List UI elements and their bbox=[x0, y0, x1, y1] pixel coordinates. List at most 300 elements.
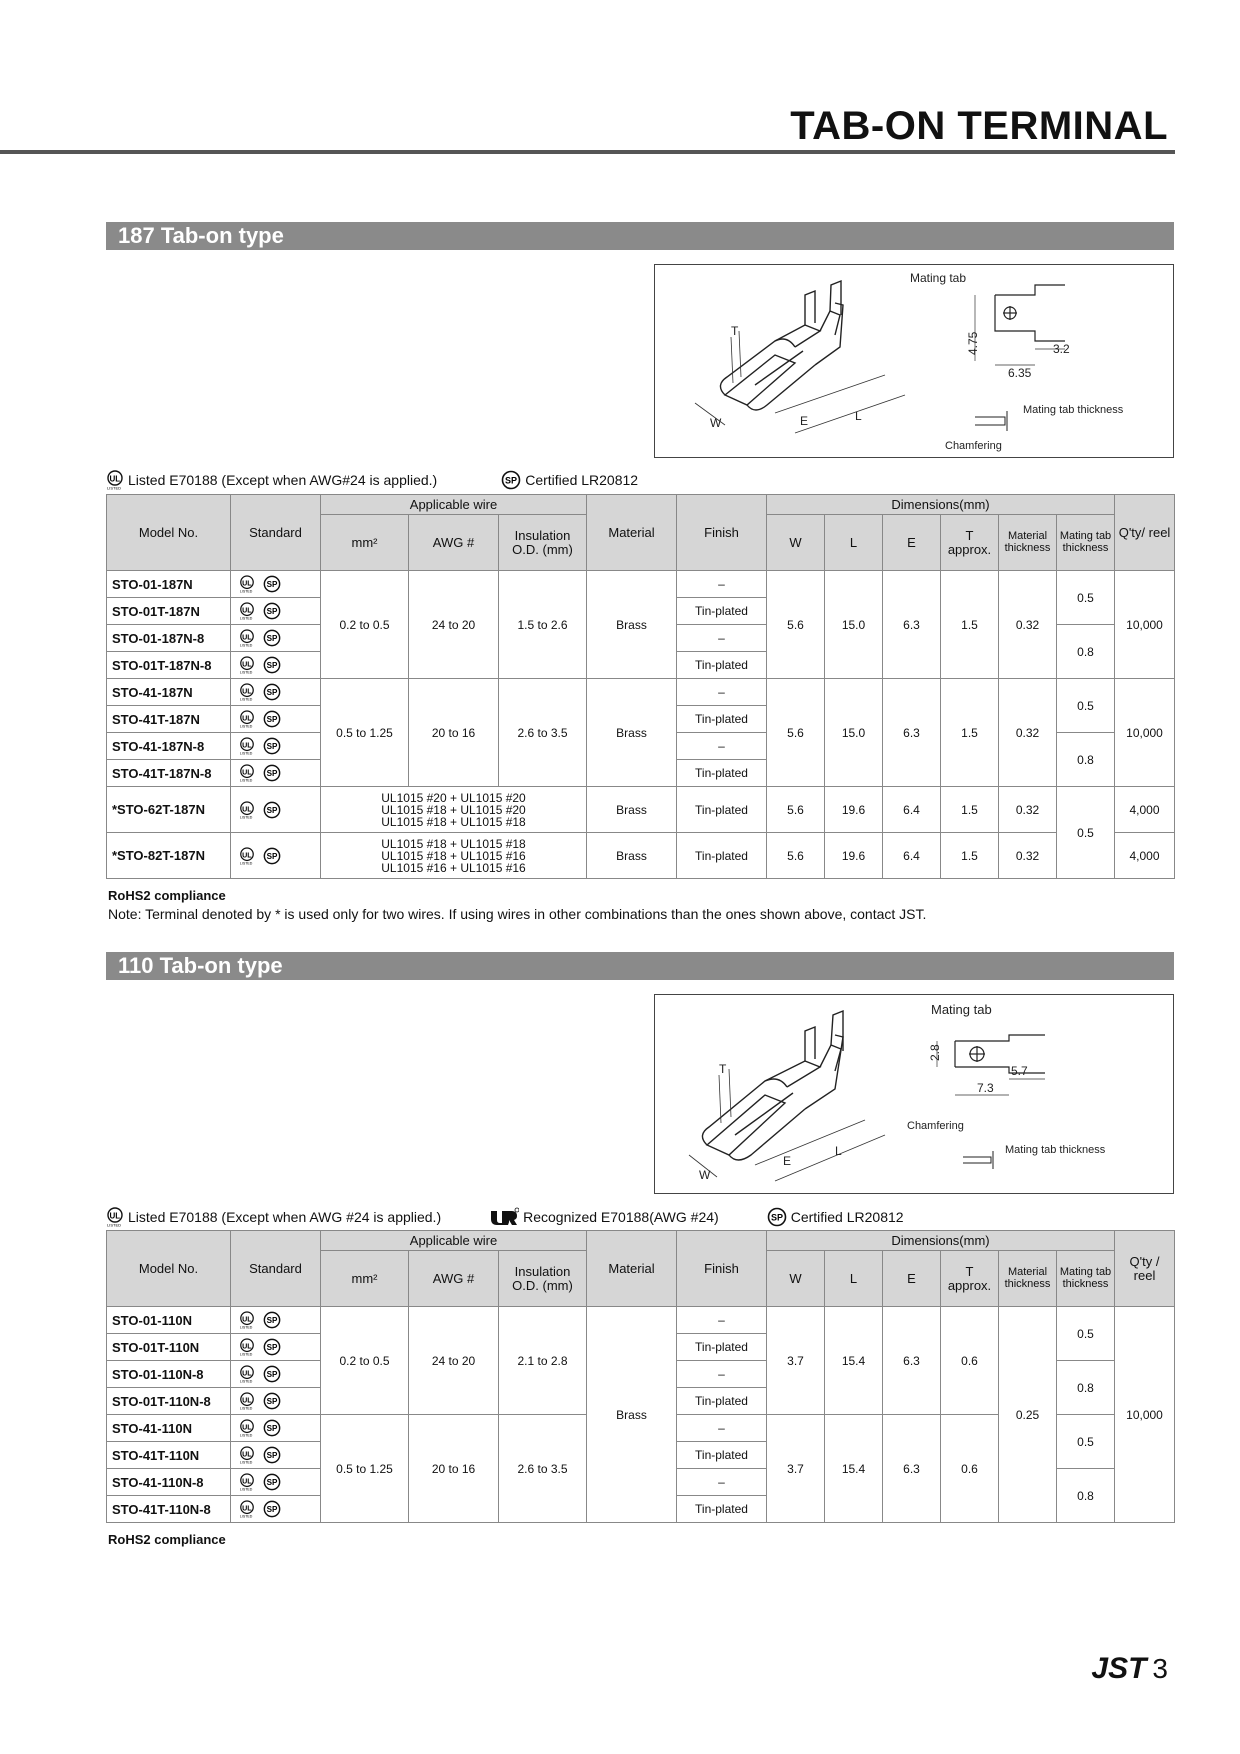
figure-187 bbox=[654, 264, 1174, 458]
mm2-value: 0.2 to 0.5 bbox=[321, 1307, 409, 1415]
finish-value: Tin-plated bbox=[677, 598, 767, 625]
svg-text:LISTED: LISTED bbox=[239, 616, 253, 620]
cert-text: Certified LR20812 bbox=[790, 1209, 904, 1225]
svg-text:LISTED: LISTED bbox=[239, 1460, 253, 1464]
header-insulation: Insulation O.D. (mm) bbox=[499, 515, 587, 571]
model-no: STO-01T-187N bbox=[107, 598, 231, 625]
model-no: STO-41-110N bbox=[107, 1415, 231, 1442]
header-finish: Finish bbox=[677, 1231, 767, 1307]
wire-combo: UL1015 #16 + UL1015 #16 bbox=[381, 860, 526, 875]
mm2-value: 0.5 to 1.25 bbox=[321, 1415, 409, 1523]
svg-text:SP: SP bbox=[266, 1451, 278, 1461]
model-no: *STO-62T-187N bbox=[107, 787, 231, 833]
finish-value: Tin-plated bbox=[677, 1496, 767, 1523]
material-thickness-value: 0.32 bbox=[999, 571, 1057, 679]
mm2-value: 0.2 to 0.5 bbox=[321, 571, 409, 679]
qty-value: 10,000 bbox=[1115, 1307, 1175, 1523]
model-no: STO-01-110N-8 bbox=[107, 1361, 231, 1388]
standard-marks bbox=[231, 833, 321, 879]
wire-combinations bbox=[321, 833, 587, 879]
csa-icon bbox=[263, 656, 281, 674]
svg-text:LISTED: LISTED bbox=[239, 589, 253, 593]
svg-text:UL: UL bbox=[242, 768, 252, 777]
insulation-value: 2.6 to 3.5 bbox=[499, 679, 587, 787]
qty-value: 10,000 bbox=[1115, 679, 1175, 787]
material-thickness-value: 0.32 bbox=[999, 833, 1057, 879]
mating-tab-thickness-value: 0.5 bbox=[1057, 571, 1115, 625]
csa-icon bbox=[263, 1473, 281, 1491]
material-thickness-value: 0.32 bbox=[999, 679, 1057, 787]
note-text: Note: Terminal denoted by * is used only for two wires. If using wires in other combinations than the ones shown above, contact JST. bbox=[108, 906, 927, 922]
cert-text: Listed E70188 (Except when AWG #24 is applied.) bbox=[128, 1209, 442, 1225]
rohs-compliance: RoHS2 compliance bbox=[108, 1532, 226, 1547]
header-mating-tab-thickness: Mating tab thickness bbox=[1057, 515, 1115, 571]
standard-marks bbox=[231, 1307, 321, 1334]
svg-text:SP: SP bbox=[266, 851, 278, 861]
e-value: 6.3 bbox=[883, 571, 941, 679]
standard-marks bbox=[231, 571, 321, 598]
ul-listed-icon bbox=[239, 1311, 255, 1329]
dim-label-L: L bbox=[835, 1144, 842, 1158]
csa-icon bbox=[263, 629, 281, 647]
svg-text:UL: UL bbox=[109, 474, 121, 484]
mating-tab-thickness-value: 0.8 bbox=[1057, 1469, 1115, 1523]
t-value: 1.5 bbox=[941, 679, 999, 787]
w-value: 3.7 bbox=[767, 1307, 825, 1415]
rohs-compliance: RoHS2 compliance bbox=[108, 888, 226, 903]
ul-listed-icon bbox=[239, 1365, 255, 1383]
header-standard: Standard bbox=[231, 1231, 321, 1307]
header-finish: Finish bbox=[677, 495, 767, 571]
finish-value: Tin-plated bbox=[677, 1388, 767, 1415]
csa-icon bbox=[263, 1311, 281, 1329]
l-value: 19.6 bbox=[825, 787, 883, 833]
header-dimensions: Dimensions(mm) bbox=[767, 1231, 1115, 1251]
svg-text:LISTED: LISTED bbox=[239, 1487, 253, 1491]
header-model: Model No. bbox=[107, 1231, 231, 1307]
svg-text:SP: SP bbox=[266, 688, 278, 698]
ul-listed-icon bbox=[239, 575, 255, 593]
header-material-thickness: Material thickness bbox=[999, 1251, 1057, 1307]
standard-marks bbox=[231, 679, 321, 706]
model-no: STO-01T-187N-8 bbox=[107, 652, 231, 679]
dim-6-35: 6.35 bbox=[1008, 366, 1032, 380]
terminal-drawing-187 bbox=[655, 265, 1173, 457]
standard-marks bbox=[231, 706, 321, 733]
svg-text:SP: SP bbox=[266, 1424, 278, 1434]
w-value: 5.6 bbox=[767, 833, 825, 879]
ul-listed-icon bbox=[239, 847, 255, 865]
material-thickness-value: 0.32 bbox=[999, 787, 1057, 833]
svg-text:LISTED: LISTED bbox=[107, 485, 122, 490]
dim-2-8: 2.8 bbox=[928, 1044, 942, 1061]
material-value: Brass bbox=[587, 679, 677, 787]
header-awg: AWG # bbox=[409, 515, 499, 571]
mating-tab-thickness-value: 0.8 bbox=[1057, 1361, 1115, 1415]
svg-text:UL: UL bbox=[242, 741, 252, 750]
csa-icon bbox=[263, 1446, 281, 1464]
dim-5-7: 5.7 bbox=[1011, 1064, 1028, 1078]
mating-tab-label: Mating tab bbox=[931, 1002, 992, 1017]
standard-marks bbox=[231, 787, 321, 833]
l-value: 15.4 bbox=[825, 1415, 883, 1523]
header-l: L bbox=[825, 1251, 883, 1307]
svg-text:SP: SP bbox=[266, 1478, 278, 1488]
certifications-187 bbox=[106, 470, 686, 490]
standard-marks bbox=[231, 1361, 321, 1388]
standard-marks bbox=[231, 1388, 321, 1415]
ul-listed-icon bbox=[239, 1338, 255, 1356]
model-no: STO-41T-187N bbox=[107, 706, 231, 733]
model-no: STO-41T-110N bbox=[107, 1442, 231, 1469]
cert-text: Certified LR20812 bbox=[525, 472, 639, 488]
page-number: 3 bbox=[1152, 1653, 1168, 1684]
l-value: 15.4 bbox=[825, 1307, 883, 1415]
svg-text:LISTED: LISTED bbox=[239, 814, 253, 819]
csa-icon bbox=[501, 470, 521, 490]
section-title-110: 110 Tab-on type bbox=[106, 952, 1174, 980]
insulation-value: 1.5 to 2.6 bbox=[499, 571, 587, 679]
title-rule bbox=[0, 150, 1175, 154]
dim-7-3: 7.3 bbox=[977, 1081, 994, 1095]
svg-text:UL: UL bbox=[242, 1504, 252, 1513]
ul-listed-icon bbox=[239, 1500, 255, 1518]
svg-text:UL: UL bbox=[242, 1477, 252, 1486]
e-value: 6.4 bbox=[883, 787, 941, 833]
svg-text:SP: SP bbox=[770, 1212, 783, 1223]
svg-text:LISTED: LISTED bbox=[239, 643, 253, 647]
awg-value: 24 to 20 bbox=[409, 571, 499, 679]
dim-label-E: E bbox=[783, 1154, 792, 1168]
insulation-value: 2.6 to 3.5 bbox=[499, 1415, 587, 1523]
svg-text:SP: SP bbox=[266, 607, 278, 617]
cert-ul-listed bbox=[106, 1207, 441, 1227]
svg-text:SP: SP bbox=[505, 475, 518, 486]
ul-listed-icon bbox=[239, 1419, 255, 1437]
wire-combo: UL1015 #18 + UL1015 #20 bbox=[381, 802, 526, 817]
qty-value: 4,000 bbox=[1115, 787, 1175, 833]
certifications-110 bbox=[106, 1207, 952, 1227]
svg-text:UL: UL bbox=[242, 579, 252, 588]
ul-listed-icon bbox=[239, 602, 255, 620]
svg-text:UL: UL bbox=[242, 1423, 252, 1432]
svg-text:UL: UL bbox=[242, 1315, 252, 1324]
wire-combinations bbox=[321, 787, 587, 833]
standard-marks bbox=[231, 1415, 321, 1442]
svg-text:UL: UL bbox=[242, 804, 252, 813]
model-no: STO-01T-110N-8 bbox=[107, 1388, 231, 1415]
header-l: L bbox=[825, 515, 883, 571]
wire-combo: UL1015 #18 + UL1015 #18 bbox=[381, 814, 526, 829]
svg-text:SP: SP bbox=[266, 1397, 278, 1407]
svg-text:UL: UL bbox=[109, 1211, 121, 1221]
t-value: 1.5 bbox=[941, 833, 999, 879]
table-row bbox=[107, 787, 1175, 833]
ul-listed-icon bbox=[239, 629, 255, 647]
cert-ul-listed bbox=[106, 470, 437, 490]
header-e: E bbox=[883, 1251, 941, 1307]
model-no: STO-41-187N bbox=[107, 679, 231, 706]
svg-text:SP: SP bbox=[266, 580, 278, 590]
cert-text: Listed E70188 (Except when AWG#24 is applied.) bbox=[128, 472, 438, 488]
finish-value: Tin-plated bbox=[677, 706, 767, 733]
header-dimensions: Dimensions(mm) bbox=[767, 495, 1115, 515]
dim-label-E: E bbox=[800, 414, 809, 428]
dim-3-2: 3.2 bbox=[1053, 342, 1070, 356]
svg-text:LISTED: LISTED bbox=[239, 751, 253, 755]
spec-table-187 bbox=[106, 494, 1175, 879]
header-standard: Standard bbox=[231, 495, 321, 571]
svg-text:SP: SP bbox=[266, 769, 278, 779]
header-applicable-wire: Applicable wire bbox=[321, 495, 587, 515]
svg-text:UL: UL bbox=[242, 1450, 252, 1459]
model-no: STO-41T-110N-8 bbox=[107, 1496, 231, 1523]
dim-label-T: T bbox=[719, 1062, 727, 1076]
w-value: 3.7 bbox=[767, 1415, 825, 1523]
standard-marks bbox=[231, 760, 321, 787]
svg-text:LISTED: LISTED bbox=[239, 1406, 253, 1410]
finish-value: – bbox=[677, 679, 767, 706]
model-no: STO-41T-187N-8 bbox=[107, 760, 231, 787]
standard-marks bbox=[231, 1496, 321, 1523]
dim-label-W: W bbox=[699, 1168, 711, 1182]
dim-4-75: 4.75 bbox=[966, 331, 980, 355]
svg-text:LISTED: LISTED bbox=[239, 1514, 253, 1518]
model-no: *STO-82T-187N bbox=[107, 833, 231, 879]
csa-icon bbox=[263, 575, 281, 593]
spec-table-110 bbox=[106, 1230, 1175, 1523]
header-t: T approx. bbox=[941, 515, 999, 571]
ul-listed-icon bbox=[239, 801, 255, 819]
csa-icon bbox=[263, 1419, 281, 1437]
cert-csa bbox=[501, 470, 638, 490]
csa-icon bbox=[263, 710, 281, 728]
table-row bbox=[107, 1307, 1175, 1334]
cert-ur-recognized bbox=[489, 1207, 719, 1227]
t-value: 1.5 bbox=[941, 787, 999, 833]
finish-value: – bbox=[677, 1361, 767, 1388]
mating-tab-thickness-value: 0.5 bbox=[1057, 1307, 1115, 1361]
t-value: 1.5 bbox=[941, 571, 999, 679]
wire-combo: UL1015 #18 + UL1015 #18 bbox=[381, 836, 526, 851]
csa-icon bbox=[263, 801, 281, 819]
material-thickness-value: 0.25 bbox=[999, 1307, 1057, 1523]
csa-icon bbox=[263, 1365, 281, 1383]
csa-icon bbox=[263, 847, 281, 865]
ul-listed-icon bbox=[106, 1207, 124, 1227]
header-material: Material bbox=[587, 1231, 677, 1307]
insulation-value: 2.1 to 2.8 bbox=[499, 1307, 587, 1415]
header-e: E bbox=[883, 515, 941, 571]
finish-value: – bbox=[677, 1415, 767, 1442]
section-title-187: 187 Tab-on type bbox=[106, 222, 1174, 250]
wire-combo: UL1015 #18 + UL1015 #16 bbox=[381, 848, 526, 863]
model-no: STO-01-187N bbox=[107, 571, 231, 598]
mating-tab-thickness-value: 0.5 bbox=[1057, 1415, 1115, 1469]
e-value: 6.3 bbox=[883, 679, 941, 787]
header-material: Material bbox=[587, 495, 677, 571]
finish-value: Tin-plated bbox=[677, 1442, 767, 1469]
awg-value: 24 to 20 bbox=[409, 1307, 499, 1415]
ul-listed-icon bbox=[239, 764, 255, 782]
mating-tab-thickness-label: Mating tab thickness bbox=[1005, 1144, 1106, 1156]
model-no: STO-01-110N bbox=[107, 1307, 231, 1334]
ul-listed-icon bbox=[239, 1473, 255, 1491]
ul-listed-icon bbox=[239, 656, 255, 674]
finish-value: – bbox=[677, 1307, 767, 1334]
awg-value: 20 to 16 bbox=[409, 1415, 499, 1523]
svg-text:LISTED: LISTED bbox=[239, 1433, 253, 1437]
material-value: Brass bbox=[587, 571, 677, 679]
svg-text:UL: UL bbox=[242, 1342, 252, 1351]
header-mm2: mm² bbox=[321, 515, 409, 571]
chamfering-label: Chamfering bbox=[945, 440, 1002, 452]
svg-text:LISTED: LISTED bbox=[239, 1325, 253, 1329]
svg-text:SP: SP bbox=[266, 1343, 278, 1353]
csa-icon bbox=[263, 764, 281, 782]
svg-text:SP: SP bbox=[266, 715, 278, 725]
ul-listed-icon bbox=[106, 470, 124, 490]
mm2-value: 0.5 to 1.25 bbox=[321, 679, 409, 787]
ul-listed-icon bbox=[239, 710, 255, 728]
svg-text:LISTED: LISTED bbox=[107, 1222, 122, 1227]
svg-text:UL: UL bbox=[242, 714, 252, 723]
svg-text:LISTED: LISTED bbox=[239, 697, 253, 701]
jst-logo: JST bbox=[1091, 1652, 1147, 1685]
mating-tab-thickness-value: 0.5 bbox=[1057, 787, 1115, 879]
csa-icon bbox=[263, 1338, 281, 1356]
finish-value: Tin-plated bbox=[677, 787, 767, 833]
w-value: 5.6 bbox=[767, 571, 825, 679]
qty-value: 10,000 bbox=[1115, 571, 1175, 679]
svg-text:LISTED: LISTED bbox=[239, 860, 253, 865]
table-row bbox=[107, 571, 1175, 598]
csa-icon bbox=[263, 1500, 281, 1518]
svg-text:SP: SP bbox=[266, 742, 278, 752]
dim-label-W: W bbox=[710, 416, 722, 430]
header-w: W bbox=[767, 1251, 825, 1307]
svg-text:UL: UL bbox=[242, 633, 252, 642]
dim-label-T: T bbox=[731, 324, 739, 338]
csa-icon bbox=[263, 683, 281, 701]
awg-value: 20 to 16 bbox=[409, 679, 499, 787]
svg-text:LISTED: LISTED bbox=[239, 1379, 253, 1383]
svg-text:UL: UL bbox=[242, 660, 252, 669]
finish-value: Tin-plated bbox=[677, 1334, 767, 1361]
svg-text:UL: UL bbox=[242, 1396, 252, 1405]
svg-text:LISTED: LISTED bbox=[239, 670, 253, 674]
header-mating-tab-thickness: Mating tab thickness bbox=[1057, 1251, 1115, 1307]
chamfering-label: Chamfering bbox=[907, 1120, 964, 1132]
ur-recognized-icon bbox=[489, 1207, 519, 1227]
standard-marks bbox=[231, 1469, 321, 1496]
header-qty: Q'ty/ reel bbox=[1115, 495, 1175, 571]
finish-value: Tin-plated bbox=[677, 760, 767, 787]
cert-csa bbox=[767, 1207, 904, 1227]
svg-text:UL: UL bbox=[242, 1369, 252, 1378]
model-no: STO-41-187N-8 bbox=[107, 733, 231, 760]
table-row bbox=[107, 679, 1175, 706]
svg-text:SP: SP bbox=[266, 1316, 278, 1326]
material-value: Brass bbox=[587, 1307, 677, 1523]
csa-icon bbox=[263, 602, 281, 620]
standard-marks bbox=[231, 1334, 321, 1361]
ul-listed-icon bbox=[239, 1446, 255, 1464]
dim-label-L: L bbox=[855, 409, 862, 423]
model-no: STO-01T-110N bbox=[107, 1334, 231, 1361]
standard-marks bbox=[231, 1442, 321, 1469]
csa-icon bbox=[263, 737, 281, 755]
svg-text:LISTED: LISTED bbox=[239, 724, 253, 728]
mating-tab-thickness-value: 0.8 bbox=[1057, 625, 1115, 679]
t-value: 0.6 bbox=[941, 1415, 999, 1523]
standard-marks bbox=[231, 652, 321, 679]
header-mm2: mm² bbox=[321, 1251, 409, 1307]
e-value: 6.3 bbox=[883, 1415, 941, 1523]
model-no: STO-41-110N-8 bbox=[107, 1469, 231, 1496]
header-t: T approx. bbox=[941, 1251, 999, 1307]
finish-value: – bbox=[677, 571, 767, 598]
svg-text:UL: UL bbox=[242, 606, 252, 615]
w-value: 5.6 bbox=[767, 787, 825, 833]
svg-text:UL: UL bbox=[242, 850, 252, 859]
header-applicable-wire: Applicable wire bbox=[321, 1231, 587, 1251]
terminal-drawing-110 bbox=[655, 995, 1173, 1193]
finish-value: – bbox=[677, 1469, 767, 1496]
standard-marks bbox=[231, 598, 321, 625]
svg-text:SP: SP bbox=[266, 1370, 278, 1380]
mating-tab-thickness-label: Mating tab thickness bbox=[1023, 404, 1124, 416]
qty-value: 4,000 bbox=[1115, 833, 1175, 879]
mating-tab-thickness-value: 0.8 bbox=[1057, 733, 1115, 787]
svg-text:LISTED: LISTED bbox=[239, 1352, 253, 1356]
svg-text:UL: UL bbox=[242, 687, 252, 696]
csa-icon bbox=[767, 1207, 787, 1227]
finish-value: Tin-plated bbox=[677, 833, 767, 879]
standard-marks bbox=[231, 733, 321, 760]
standard-marks bbox=[231, 625, 321, 652]
material-value: Brass bbox=[587, 833, 677, 879]
l-value: 15.0 bbox=[825, 679, 883, 787]
page-title: TAB-ON TERMINAL bbox=[790, 104, 1168, 148]
header-insulation: Insulation O.D. (mm) bbox=[499, 1251, 587, 1307]
header-awg: AWG # bbox=[409, 1251, 499, 1307]
svg-text:SP: SP bbox=[266, 634, 278, 644]
e-value: 6.3 bbox=[883, 1307, 941, 1415]
finish-value: Tin-plated bbox=[677, 652, 767, 679]
cert-text: Recognized E70188(AWG #24) bbox=[523, 1209, 719, 1225]
header-w: W bbox=[767, 515, 825, 571]
model-no: STO-01-187N-8 bbox=[107, 625, 231, 652]
header-material-thickness: Material thickness bbox=[999, 515, 1057, 571]
ul-listed-icon bbox=[239, 1392, 255, 1410]
mating-tab-thickness-value: 0.5 bbox=[1057, 679, 1115, 733]
svg-text:LISTED: LISTED bbox=[239, 778, 253, 782]
w-value: 5.6 bbox=[767, 679, 825, 787]
e-value: 6.4 bbox=[883, 833, 941, 879]
t-value: 0.6 bbox=[941, 1307, 999, 1415]
wire-combo: UL1015 #20 + UL1015 #20 bbox=[381, 790, 526, 805]
csa-icon bbox=[263, 1392, 281, 1410]
table-row bbox=[107, 833, 1175, 879]
l-value: 19.6 bbox=[825, 833, 883, 879]
ul-listed-icon bbox=[239, 737, 255, 755]
ul-listed-icon bbox=[239, 683, 255, 701]
brand-footer bbox=[1091, 1652, 1168, 1686]
l-value: 15.0 bbox=[825, 571, 883, 679]
svg-text:SP: SP bbox=[266, 805, 278, 815]
header-model: Model No. bbox=[107, 495, 231, 571]
